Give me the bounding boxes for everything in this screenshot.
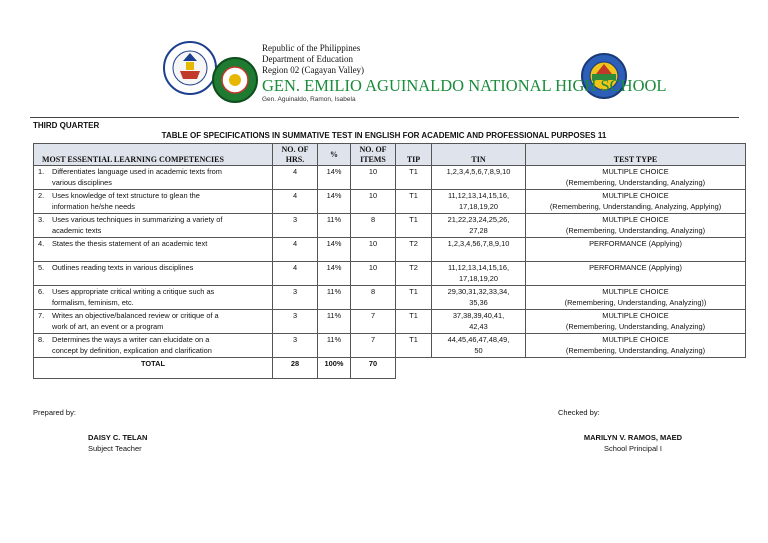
row-number: 7. [38, 311, 45, 320]
tin-line-1: 44,45,46,47,48,49, [447, 335, 510, 344]
test-type-line-2: (Remembering, Understanding, Analyzing) [565, 346, 706, 355]
tin-line-1: 29,30,31,32,33,34, [447, 287, 510, 296]
test-type-line-2: (Remembering, Understanding, Analyzing)) [564, 298, 707, 307]
tip-cell: T2 [396, 262, 432, 286]
tin-line-2: 27,28 [469, 226, 488, 235]
tin-line-2: 50 [474, 346, 483, 355]
pct-cell: 11% [318, 310, 351, 334]
tin-cell [432, 166, 526, 190]
tin-cell [432, 334, 526, 358]
table-row [34, 190, 746, 214]
row-number: 4. [38, 239, 45, 248]
competency-line-2: concept by definition, explication and clarification [52, 346, 212, 355]
test-type-line-2: (Remembering, Understanding, Analyzing) [565, 322, 706, 331]
table-row [34, 166, 746, 190]
tin-line-1: 1,2,3,4,5,6,7,8,9,10 [446, 167, 511, 176]
row-number: 3. [38, 215, 45, 224]
row-number: 6. [38, 287, 45, 296]
tip-cell: T2 [396, 238, 432, 262]
table-row [34, 334, 746, 358]
department-line: Department of Education [262, 54, 353, 64]
prepared-by-role: Subject Teacher [88, 444, 142, 453]
hrs-cell: 3 [273, 286, 318, 310]
competency-line-1: Differentiates language used in academic texts from [52, 167, 222, 176]
competency-cell [34, 286, 273, 310]
test-type-line-2: (Remembering, Understanding, Analyzing, Applying) [549, 202, 722, 211]
competency-line-1: States the thesis statement of an academic text [52, 239, 208, 248]
competency-line-1: Uses knowledge of text structure to glean the [52, 191, 200, 200]
header-tip: TIP [396, 144, 432, 166]
republic-line: Republic of the Philippines [262, 43, 361, 53]
tin-line-1: 21,22,23,24,25,26, [447, 215, 510, 224]
competency-line-1: Determines the ways a writer can elucidate on a [52, 335, 210, 344]
items-cell: 10 [351, 190, 396, 214]
competency-cell [34, 166, 273, 190]
school-seal-logo [212, 55, 258, 105]
test-type-line-1: PERFORMANCE (Applying) [589, 239, 682, 248]
competency-line-2: various disciplines [52, 178, 112, 187]
test-type-line-1: MULTIPLE CHOICE [602, 215, 669, 224]
competency-cell [34, 262, 273, 286]
competency-cell [34, 334, 273, 358]
letterhead [262, 43, 667, 104]
items-cell: 7 [351, 334, 396, 358]
items-cell: 8 [351, 214, 396, 238]
items-cell: 10 [351, 262, 396, 286]
competency-line-1: Writes an objective/balanced review or critique of a [52, 311, 219, 320]
header-divider [30, 117, 739, 118]
hrs-cell: 3 [273, 214, 318, 238]
school-address: Gen. Aguinaldo, Ramon, Isabela [262, 96, 356, 103]
tip-cell: T1 [396, 214, 432, 238]
hrs-cell: 4 [273, 166, 318, 190]
tin-cell [432, 214, 526, 238]
tip-cell: T1 [396, 310, 432, 334]
competency-cell [34, 310, 273, 334]
competency-line-2: academic texts [52, 226, 102, 235]
header-pct: % [318, 144, 351, 166]
deped-seal-logo [163, 41, 217, 95]
tin-cell [432, 286, 526, 310]
tip-cell: T1 [396, 190, 432, 214]
hrs-cell: 3 [273, 310, 318, 334]
competency-cell [34, 214, 273, 238]
competency-line-2: information he/she needs [52, 202, 135, 211]
header-hrs: NO. OF HRS. [273, 144, 318, 166]
test-type-cell [526, 286, 746, 310]
pct-cell: 11% [318, 286, 351, 310]
quarter-label: THIRD QUARTER [33, 121, 100, 130]
total-pct: 100% [318, 358, 351, 379]
competency-cell [34, 238, 273, 262]
tin-line-1: 37,38,39,40,41, [452, 311, 505, 320]
tin-cell [432, 262, 526, 286]
tip-cell: T1 [396, 286, 432, 310]
tin-line-2: 17,18,19,20 [458, 274, 499, 283]
specifications-table [33, 143, 746, 379]
competency-line-2: formalism, feminism, etc. [52, 298, 134, 307]
competency-line-2: work of art, an event or a program [52, 322, 164, 331]
checked-by-role: School Principal I [604, 444, 662, 453]
header-tin: TIN [432, 144, 526, 166]
tip-cell: T1 [396, 166, 432, 190]
pct-cell: 14% [318, 166, 351, 190]
prepared-by-name: DAISY C. TELAN [88, 433, 148, 442]
header-test-type: TEST TYPE [526, 144, 746, 166]
total-hrs: 28 [273, 358, 318, 379]
tin-line-2: 17,18,19,20 [458, 202, 499, 211]
test-type-cell [526, 166, 746, 190]
competency-line-1: Uses various techniques in summarizing a variety of [52, 215, 223, 224]
hrs-cell: 4 [273, 262, 318, 286]
total-label: TOTAL [34, 358, 273, 379]
competency-line-1: Uses appropriate critical writing a critique such as [52, 287, 215, 296]
hrs-cell: 4 [273, 190, 318, 214]
row-number: 1. [38, 167, 45, 176]
hrs-cell: 4 [273, 238, 318, 262]
tip-cell: T1 [396, 334, 432, 358]
test-type-line-1: PERFORMANCE (Applying) [589, 263, 682, 272]
test-type-cell [526, 238, 746, 262]
table-title: TABLE OF SPECIFICATIONS IN SUMMATIVE TEST IN ENGLISH FOR ACADEMIC AND PROFESSIONAL PURPOSES 11 [161, 131, 607, 140]
test-type-cell [526, 310, 746, 334]
table-row [34, 214, 746, 238]
header-competency: MOST ESSENTIAL LEARNING COMPETENCIES [34, 144, 273, 166]
table-row [34, 310, 746, 334]
test-type-line-2: (Remembering, Understanding, Analyzing) [565, 178, 706, 187]
table-row [34, 286, 746, 310]
test-type-line-2: (Remembering, Understanding, Analyzing) [565, 226, 706, 235]
items-cell: 8 [351, 286, 396, 310]
competency-cell [34, 190, 273, 214]
items-cell: 7 [351, 310, 396, 334]
total-row [34, 358, 746, 379]
pct-cell: 11% [318, 214, 351, 238]
tin-line-2: 42,43 [469, 322, 488, 331]
items-cell: 10 [351, 166, 396, 190]
pct-cell: 14% [318, 238, 351, 262]
test-type-cell [526, 262, 746, 286]
tin-cell [432, 190, 526, 214]
row-number: 8. [38, 335, 45, 344]
test-type-cell [526, 334, 746, 358]
tin-cell [432, 238, 526, 262]
tin-cell [432, 310, 526, 334]
test-type-line-1: MULTIPLE CHOICE [602, 335, 669, 344]
header-items: NO. OF ITEMS [351, 144, 396, 166]
table-row [34, 262, 746, 286]
table-row [34, 238, 746, 262]
hrs-cell: 3 [273, 334, 318, 358]
checked-by-name: MARILYN V. RAMOS, MAED [583, 433, 683, 442]
tin-line-1: 11,12,13,14,15,16, [447, 191, 510, 200]
row-number: 2. [38, 191, 45, 200]
tin-line-1: 11,12,13,14,15,16, [447, 263, 510, 272]
pct-cell: 11% [318, 334, 351, 358]
tin-line-1: 1,2,3,4,56,7,8,9,10 [447, 239, 510, 248]
tin-line-2: 35,36 [469, 298, 488, 307]
test-type-cell [526, 214, 746, 238]
school-name: GEN. EMILIO AGUINALDO NATIONAL HIGH SCHOOL [262, 76, 667, 95]
pct-cell: 14% [318, 190, 351, 214]
test-type-line-1: MULTIPLE CHOICE [602, 191, 669, 200]
competency-line-1: Outlines reading texts in various disciplines [52, 263, 194, 272]
test-type-line-1: MULTIPLE CHOICE [602, 287, 669, 296]
prepared-by-label: Prepared by: [33, 408, 76, 417]
checked-by-label: Checked by: [558, 408, 600, 417]
region-line: Region 02 (Cagayan Valley) [262, 65, 365, 75]
pct-cell: 14% [318, 262, 351, 286]
row-number: 5. [38, 263, 45, 272]
test-type-line-1: MULTIPLE CHOICE [602, 311, 669, 320]
total-items: 70 [351, 358, 396, 379]
test-type-line-1: MULTIPLE CHOICE [602, 167, 669, 176]
items-cell: 10 [351, 238, 396, 262]
test-type-cell [526, 190, 746, 214]
